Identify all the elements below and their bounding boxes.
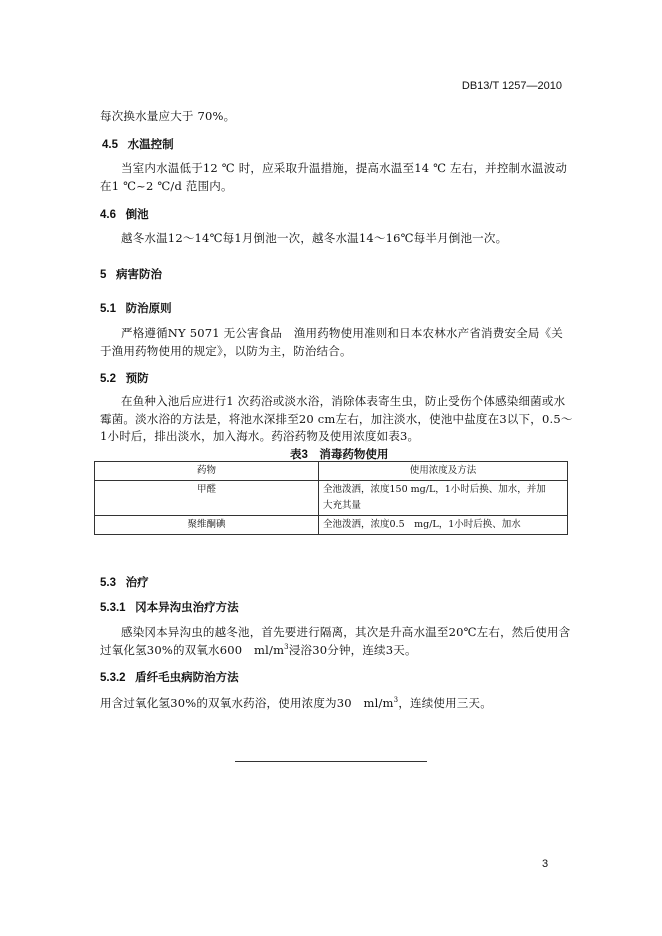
section-title: 冈本异沟虫治疗方法 [135,602,239,614]
section-number: 5.3.2 [100,672,126,684]
section-heading-5-2 [100,370,149,386]
section-title: 水温控制 [127,139,174,151]
section-number: 5.2 [100,373,116,385]
paragraph-line: 严格遵循NY 5071 无公害食品 渔用药物使用准则和日本农林水产省消费安全局《关 [121,326,563,340]
section-number: 4.6 [100,209,116,221]
end-rule [235,761,427,762]
text-run: 过氧化氢30%的双氧水600 ml/m [100,643,285,657]
section-heading-5-3-2 [100,669,239,685]
drug-cell: 甲醛 [95,481,319,516]
section-title: 倒池 [125,209,149,221]
section-heading-5 [100,266,162,282]
method-cell: 全池泼洒，浓度0.5 mg/L，1小时后换、加水 [319,516,568,535]
method-line: 大充其量 [323,500,362,511]
section-number: 5.1 [100,303,116,315]
text-run: ，连续使用三天。 [398,696,492,710]
paragraph-line: 越冬水温12～14℃每1月倒池一次，越冬水温14～16℃每半月倒池一次。 [121,231,508,245]
paragraph-line: 当室内水温低于12 ℃ 时，应采取升温措施，提高水温至14 ℃ 左右，并控制水温波动 [121,161,568,175]
section-number: 5 [100,269,107,281]
paragraph-line: 感染冈本异沟虫的越冬池，首先要进行隔离，其次是升高水温至20℃左右，然后使用含 [121,625,571,639]
table-title: 表3 消毒药物使用 [290,449,389,461]
text-run: 浸浴30分钟，连续3天。 [288,643,417,657]
paragraph-line [100,642,417,658]
table-row [95,481,568,516]
section-heading-4-6 [100,206,149,222]
drug-cell: 聚维酮碘 [95,516,319,535]
section-title: 预防 [125,373,149,385]
document-code: DB13/T 1257—2010 [461,80,562,92]
section-heading-5-3 [100,574,149,590]
paragraph-line: 1小时后，排出淡水，加入海水。药浴药物及使用浓度如表3。 [100,429,420,443]
paragraph-line: 于渔用药物使用的规定》，以防为主，防治结合。 [100,344,352,358]
paragraph: 每次换水量应大于 70%。 [100,109,236,123]
section-heading-4-5 [102,136,174,152]
text-run: 用含过氧化氢30%的双氧水药浴，使用浓度为30 ml/m [100,696,394,710]
superscript: 3 [393,696,399,705]
section-heading-5-3-1 [100,599,239,615]
paragraph-line [100,695,492,711]
method-cell [319,481,568,516]
disinfectant-table [94,461,568,535]
paragraph-line: 在1 ℃~2 ℃/d 范围内。 [100,179,233,193]
method-line: 全池泼洒，浓度150 mg/L，1小时后换、加水，并加 [323,484,546,495]
section-title: 盾纤毛虫病防治方法 [135,672,239,684]
section-title: 防治原则 [125,303,172,315]
section-number: 5.3.1 [100,602,126,614]
header-cell-method: 使用浓度及方法 [319,462,568,481]
section-title: 治疗 [125,577,149,589]
paragraph-line: 在鱼种入池后应进行1 次药浴或淡水浴，消除体表寄生虫，防止受伤个体感染细菌或水 [121,394,566,408]
section-heading-5-1 [100,300,172,316]
section-title: 病害防治 [116,269,162,281]
header-cell-drug: 药物 [95,462,319,481]
paragraph-line: 霉菌。淡水浴的方法是，将池水深排至20 cm左右，加注淡水，使池中盐度在3以下，0.5～ [100,412,573,426]
superscript: 3 [284,643,289,652]
section-number: 4.5 [102,139,118,151]
page-number: 3 [542,858,549,870]
section-number: 5.3 [100,577,116,589]
table-header-row [95,462,568,481]
table-row [95,516,568,535]
